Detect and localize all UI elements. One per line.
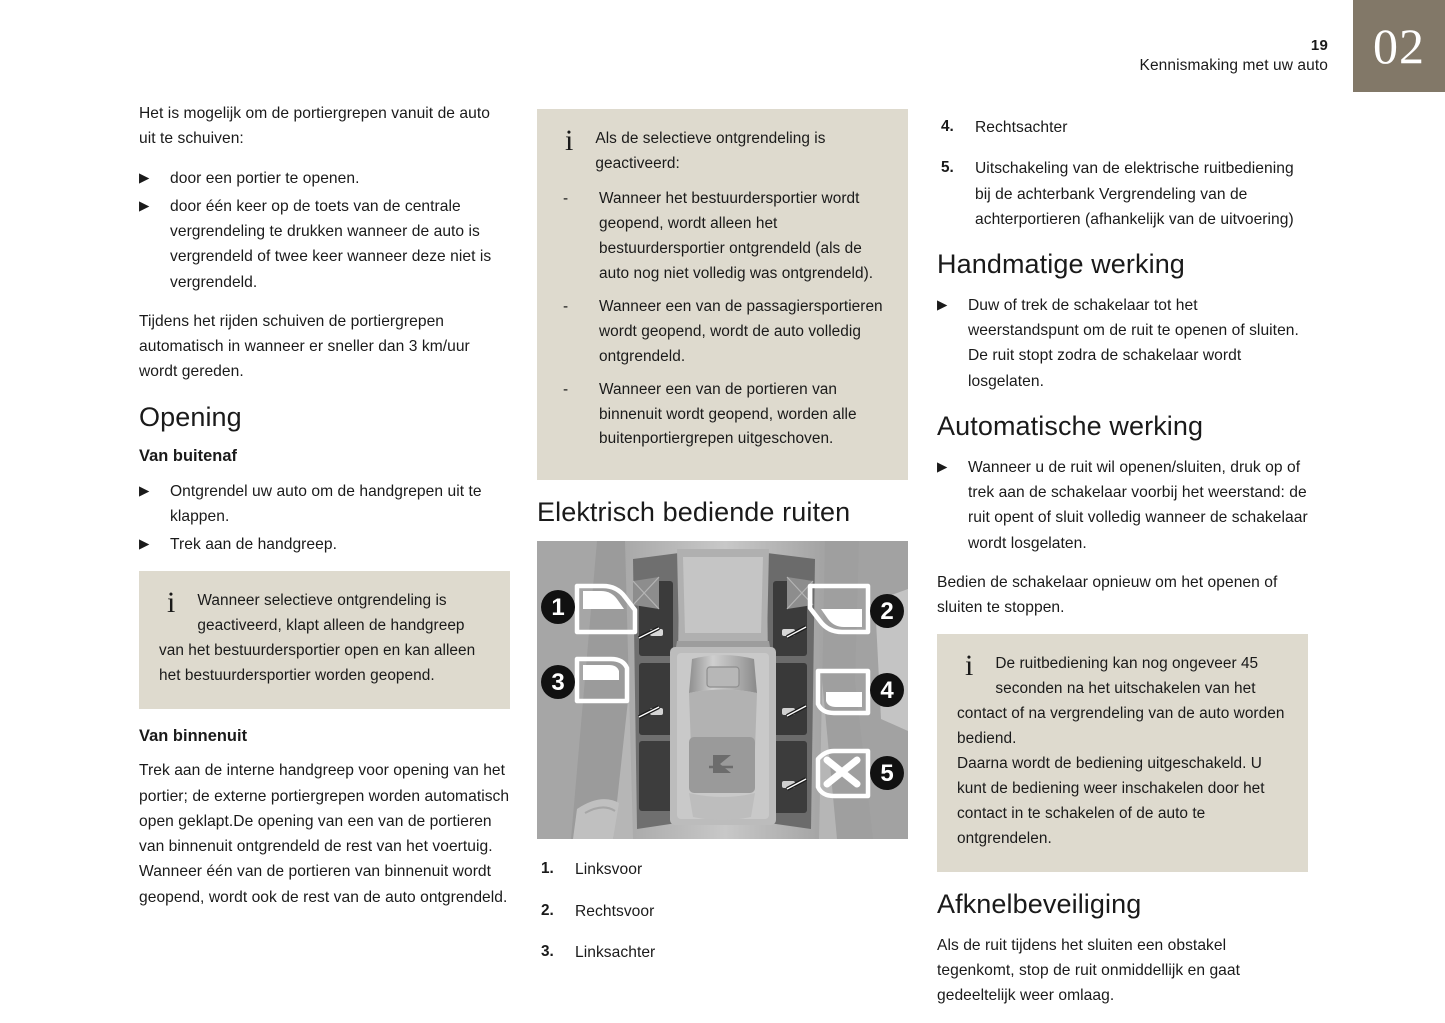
page-number: 19 xyxy=(1310,37,1328,54)
caption-label: Linksvoor xyxy=(575,861,643,879)
list-item-label: Wanneer een van de portieren van binnenuit wordt geopend, worden alle buitenportiergrepen uitgeschoven. xyxy=(599,380,857,448)
heading-opening: Opening xyxy=(139,401,242,432)
info-icon: i xyxy=(167,586,176,620)
automatische-paragraph: Bedien de schakelaar opnieuw om het openen of sluiten te stoppen. xyxy=(937,573,1278,617)
dash-bullet-icon: - xyxy=(563,297,569,315)
info-icon: i xyxy=(965,649,974,683)
list-item xyxy=(537,940,908,965)
info-box-dash-list xyxy=(557,187,888,453)
arrow-bullet-icon: ▶ xyxy=(937,296,948,312)
caption-label: Uitschakeling van de elektrische ruitbediening bij de achterbank Vergrendeling van de achterportieren (afhankelijk van de uitvoering) xyxy=(975,160,1294,228)
callout-badge-3 xyxy=(541,665,575,699)
intro-paragraph: Het is mogelijk om de portiergrepen vanuit de auto uit te schuiven: xyxy=(139,105,490,148)
window-controls-illustration xyxy=(537,541,908,839)
caption-number: 4. xyxy=(941,118,954,135)
caption-number: 1. xyxy=(541,860,554,878)
heading-afknelbeveiliging: Afknelbeveiliging xyxy=(937,889,1142,919)
info-box-text-line2: Daarna wordt de bediening uitgeschakeld. U kunt de bediening weer inschakelen door het contact in te schakelen of de auto te ontgrendelen. xyxy=(957,755,1265,848)
page-columns xyxy=(0,101,1445,1005)
van-buitenaf-bullet-list xyxy=(139,479,510,558)
figure-caption-list-continued xyxy=(937,115,1308,232)
heading-van-binnenuit: Van binnenuit xyxy=(139,727,248,746)
svg-text:1: 1 xyxy=(551,594,565,622)
list-item xyxy=(937,156,1308,232)
caption-number: 3. xyxy=(541,942,554,960)
list-item xyxy=(937,455,1308,556)
arrow-bullet-icon: ▶ xyxy=(139,536,150,552)
window-controls-figure xyxy=(537,541,908,839)
info-box-selective-unlock-details xyxy=(537,109,908,480)
info-box-text: Wanneer selectieve ontgrendeling is geactiveerd, klapt alleen de handgreep van het bestuurdersportier open en kan alleen het bestuurdersportier worden geopend. xyxy=(159,592,476,685)
list-item-label: Trek aan de handgreep. xyxy=(170,536,337,554)
chapter-number-tab: 02 xyxy=(1353,0,1445,92)
callout-badge-4 xyxy=(870,673,904,707)
heading-handmatige-werking: Handmatige werking xyxy=(937,249,1185,279)
door-handle-bullet-list xyxy=(139,166,510,295)
handmatige-bullet-list xyxy=(937,293,1308,394)
list-item xyxy=(937,293,1308,394)
driving-paragraph: Tijdens het rijden schuiven de portiergrepen automatisch in wanneer er sneller dan 3 km/uur wordt gereden. xyxy=(139,312,470,381)
list-item xyxy=(537,857,908,882)
caption-label: Rechtsvoor xyxy=(575,902,655,920)
list-item xyxy=(139,166,510,191)
info-box-paragraph xyxy=(957,649,1288,752)
caption-number: 5. xyxy=(941,159,954,177)
caption-label: Linksachter xyxy=(575,943,656,961)
info-box-text-line1: De ruitbediening kan nog ongeveer 45 seconden na het uitschakelen van het contact of na vergrendeling van de auto worden bediend. xyxy=(957,655,1285,748)
header-text-block xyxy=(1140,36,1329,77)
callout-badge-1 xyxy=(541,590,575,624)
heading-van-buitenaf: Van buitenaf xyxy=(139,447,238,466)
automatische-bullet-list xyxy=(937,455,1308,556)
column-1 xyxy=(139,101,510,924)
info-box-paragraph xyxy=(557,124,888,177)
heading-elektrisch-bediende-ruiten: Elektrisch bediende ruiten xyxy=(537,497,851,528)
callout-badge-2 xyxy=(870,594,904,628)
arrow-bullet-icon: ▶ xyxy=(139,169,150,185)
heading-automatische-werking: Automatische werking xyxy=(937,410,1204,441)
afknelbeveiliging-paragraph: Als de ruit tijdens het sluiten een obstakel tegenkomt, stop de ruit onmiddellijk en gaat gedeeltelijk weer omlaag. xyxy=(937,936,1240,1005)
list-item xyxy=(557,378,888,453)
list-item xyxy=(557,295,888,370)
list-item-label: Duw of trek de schakelaar tot het weerstandspunt om de ruit te openen of sluiten. De ruit stopt zodra de schakelaar wordt losgelaten. xyxy=(968,296,1299,390)
list-item xyxy=(139,532,510,557)
info-box-intro-text: Als de selectieve ontgrendeling is geactiveerd: xyxy=(595,130,826,172)
list-item xyxy=(557,187,888,287)
column-3 xyxy=(937,101,1308,1023)
info-box-paragraph xyxy=(159,586,490,689)
figure-caption-list xyxy=(537,857,908,965)
list-item-label: Wanneer een van de passagiersportieren wordt geopend, wordt de auto volledig ontgrendeld. xyxy=(599,297,883,365)
caption-label: Rechtsachter xyxy=(975,119,1068,136)
svg-text:4: 4 xyxy=(880,677,894,705)
arrow-bullet-icon: ▶ xyxy=(139,482,150,498)
chapter-title: Kennismaking met uw auto xyxy=(1139,57,1328,75)
list-item xyxy=(139,194,510,295)
caption-number: 2. xyxy=(541,901,554,919)
svg-text:3: 3 xyxy=(551,669,565,697)
list-item xyxy=(537,899,908,924)
dash-bullet-icon: - xyxy=(563,380,569,398)
list-item-label: door één keer op de toets van de centrale vergrendeling te drukken wanneer de auto is vergrendeld of twee keer wanneer deze niet is vergrendeld. xyxy=(170,197,492,291)
arrow-bullet-icon: ▶ xyxy=(937,458,948,474)
column-2 xyxy=(537,101,908,981)
callout-badge-5 xyxy=(870,756,904,790)
info-icon: i xyxy=(565,124,574,157)
van-binnenuit-paragraph: Trek aan de interne handgreep voor opening van het portier; de externe portiergrepen worden automatisch open geklapt.De opening van een van de portieren van binnenuit ontgrendeld de rest van het voertuig. Wanneer één van de portieren van binnenuit wordt geopend, wordt ook de rest van de auto ontgrendeld. xyxy=(139,762,510,906)
arrow-bullet-icon: ▶ xyxy=(139,197,150,213)
info-box-selective-unlock xyxy=(139,571,510,709)
list-item xyxy=(139,479,510,530)
list-item-label: Wanneer het bestuurdersportier wordt geopend, wordt alleen het bestuurdersportier ontgrendeld (als de auto nog niet volledig was ontgrendeld). xyxy=(599,189,874,282)
list-item xyxy=(937,115,1308,140)
list-item-label: door een portier te openen. xyxy=(170,169,360,187)
svg-text:2: 2 xyxy=(880,598,894,626)
dash-bullet-icon: - xyxy=(563,189,569,207)
list-item-label: Ontgrendel uw auto om de handgrepen uit te klappen. xyxy=(170,482,482,525)
page-header xyxy=(0,0,1445,100)
info-box-window-timeout xyxy=(937,634,1308,872)
list-item-label: Wanneer u de ruit wil openen/sluiten, druk op of trek aan de schakelaar voorbij het weerstand: de ruit opent of sluit volledig wanneer de schakelaar wordt losgelaten. xyxy=(968,458,1308,552)
svg-text:5: 5 xyxy=(880,760,894,788)
